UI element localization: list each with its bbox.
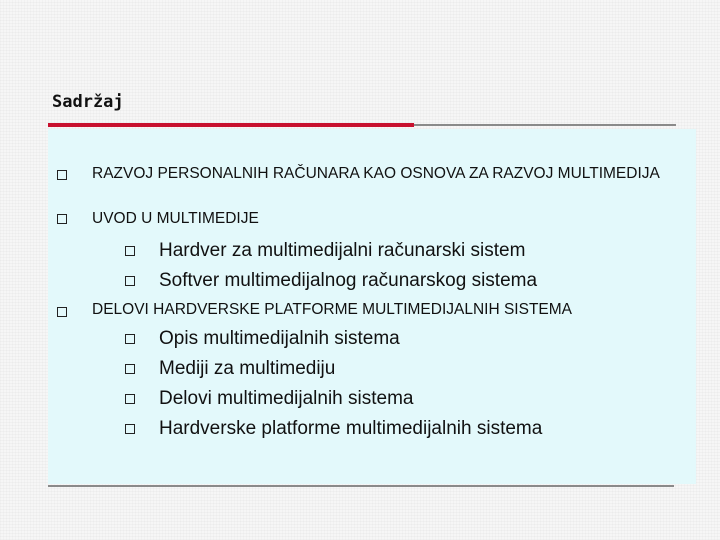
title-underline-accent (48, 123, 414, 127)
hollow-square-icon (125, 246, 135, 256)
list-item: UVOD U MULTIMEDIJE (92, 210, 259, 227)
hollow-square-icon (57, 214, 67, 224)
hollow-square-icon (57, 170, 67, 180)
bottom-rule (48, 485, 674, 487)
list-item: RAZVOJ PERSONALNIH RAČUNARA KAO OSNOVA ZA RAZVOJ MULTIMEDIJA (92, 165, 660, 182)
title-underline-rule (414, 124, 676, 126)
list-item: Hardverske platforme multimedijalnih sistema (159, 418, 543, 439)
list-item: Hardver za multimedijalni računarski sistem (159, 240, 526, 261)
list-item: Opis multimedijalnih sistema (159, 328, 400, 349)
list-item: Softver multimedijalnog računarskog sistema (159, 270, 538, 291)
list-item: DELOVI HARDVERSKE PLATFORME MULTIMEDIJALNIH SISTEMA (92, 301, 573, 318)
list-item: Delovi multimedijalnih sistema (159, 388, 414, 409)
hollow-square-icon (125, 276, 135, 286)
hollow-square-icon (125, 394, 135, 404)
hollow-square-icon (125, 334, 135, 344)
hollow-square-icon (125, 424, 135, 434)
list-item: Mediji za multimediju (159, 358, 336, 379)
slide-title: Sadržaj (52, 92, 124, 112)
hollow-square-icon (57, 307, 67, 317)
hollow-square-icon (125, 364, 135, 374)
